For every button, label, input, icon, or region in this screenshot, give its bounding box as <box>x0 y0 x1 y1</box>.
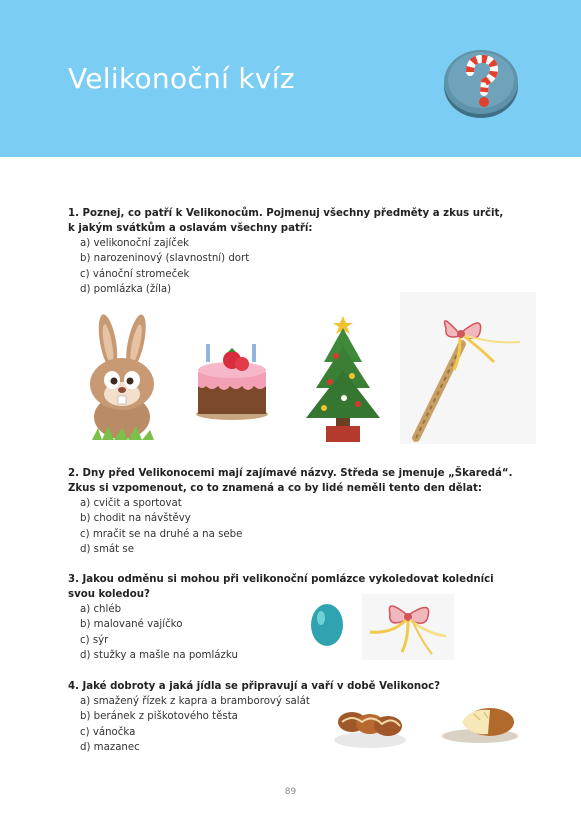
question-4-option-c[interactable]: c) vánočka <box>80 726 136 738</box>
blue-egg-illustration <box>306 598 348 648</box>
rabbit-illustration <box>80 312 162 444</box>
question-2-text: 2. Dny před Velikonocemi mají zajímavé názvy. Středa se jmenuje „Škaredá“. Zkus si vzpomenout, co to znamená a co by lidé neměli tento den dělat: <box>68 468 513 494</box>
question-3-option-a[interactable]: a) chléb <box>80 604 122 615</box>
page-title: Velikonoční kvíz <box>68 62 295 95</box>
question-4-option-d[interactable]: d) mazanec <box>80 741 140 753</box>
question-2-options <box>68 496 513 557</box>
question-1-option-a[interactable]: a) velikonoční zajíček <box>80 238 190 249</box>
birthday-cake-illustration <box>192 340 272 422</box>
question-4-option-b[interactable]: b) beránek z piškotového těsta <box>80 711 238 723</box>
question-4-text: 4. Jaké dobroty a jaká jídla se připravují a vaří v době Velikonoc? <box>68 681 441 692</box>
question-2 <box>68 466 513 557</box>
question-mark-badge-icon <box>442 42 520 120</box>
question-2-option-b[interactable]: b) chodit na návštěvy <box>80 513 191 525</box>
pomlazka-whip-illustration <box>400 292 536 444</box>
question-2-option-c[interactable]: c) mračit se na druhé a na sebe <box>80 528 243 540</box>
question-1-option-c[interactable]: c) vánoční stromeček <box>80 268 190 280</box>
ribbon-bow-illustration <box>362 594 454 660</box>
question-3-text: 3. Jakou odměnu si mohou při velikonoční pomlázce vykoledovat koledníci svou koledou? <box>68 574 494 600</box>
question-1-text: 1. Poznej, co patří k Velikonocům. Pojmenuj všechny předměty a zkus určit, k jakým svátkům a oslavám všechny patří: <box>68 208 504 234</box>
christmas-tree-illustration <box>296 312 390 446</box>
header-banner <box>0 0 581 157</box>
question-3-option-d[interactable]: d) stužky a mašle na pomlázku <box>80 649 238 661</box>
question-1-option-d[interactable]: d) pomlázka (žíla) <box>80 283 172 295</box>
braided-bread-illustration <box>332 700 408 750</box>
question-3-option-c[interactable]: c) sýr <box>80 634 109 646</box>
question-3-option-b[interactable]: b) malované vajíčko <box>80 619 183 631</box>
question-1 <box>68 206 513 297</box>
question-2-option-a[interactable]: a) cvičit a sportovat <box>80 498 182 509</box>
question-4-option-a[interactable]: a) smažený řízek z kapra a bramborový salát <box>80 696 310 707</box>
question-1-option-b[interactable]: b) narozeninový (slavnostní) dort <box>80 253 250 265</box>
page-number: 89 <box>284 787 297 797</box>
question-1-options <box>68 236 513 297</box>
question-2-option-d[interactable]: d) smát se <box>80 543 134 555</box>
mazanec-bread-illustration <box>440 700 520 744</box>
